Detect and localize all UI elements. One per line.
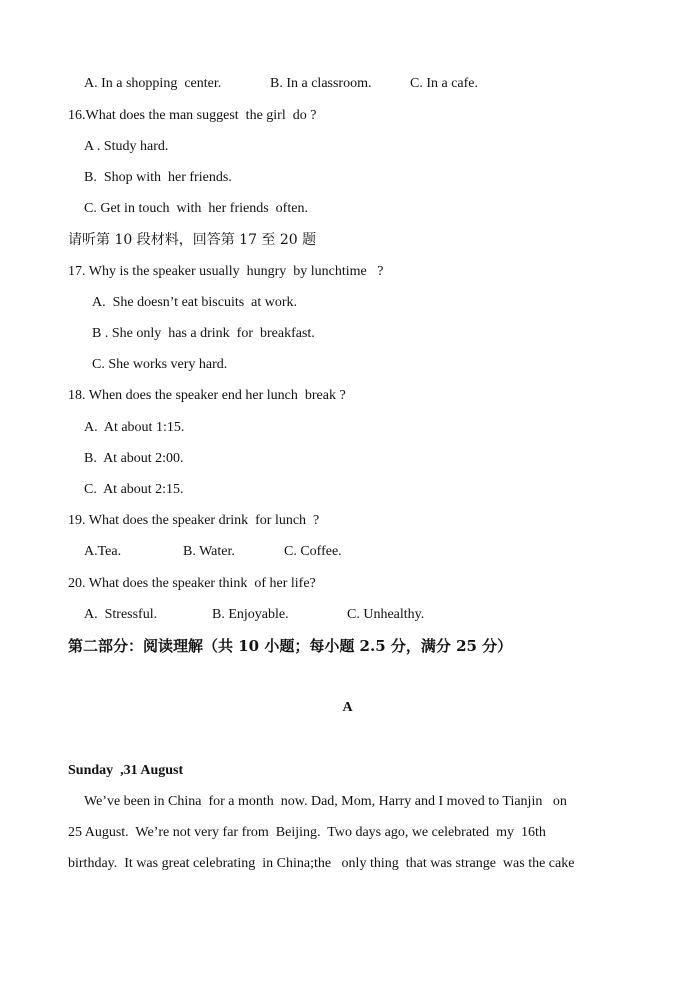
section-note: 请听第 10 段材料，回答第 17 至 20 题 <box>68 232 317 248</box>
passage-body-line-2: 25 August. We’re not very far from Beijing. Two days ago, we celebrated my 16th <box>68 825 546 840</box>
q18-option-a: A. At about 1:15. <box>84 420 185 435</box>
q20-option-b: B. Enjoyable. <box>212 607 289 622</box>
passage-body-line-1: We’ve been in China for a month now. Dad, Mom, Harry and I moved to Tianjin on <box>84 794 567 809</box>
q15-option-c: C. In a cafe. <box>410 76 479 91</box>
q16-option-b: B. Shop with her friends. <box>84 170 232 185</box>
q18-option-c: C. At about 2:15. <box>84 482 184 497</box>
q19-options <box>84 543 684 561</box>
q20-question: 20. What does the speaker think of her life? <box>68 576 316 591</box>
q20-options <box>84 606 684 624</box>
q19-question: 19. What does the speaker drink for lunch ? <box>68 513 320 528</box>
q16-question: 16.What does the man suggest the girl do ? <box>68 108 317 123</box>
passage-label: A <box>342 700 353 715</box>
q15-option-a: A. In a shopping center. <box>84 76 222 91</box>
q16-option-c: C. Get in touch with her friends often. <box>84 201 308 216</box>
passage-date-heading: Sunday ,31 August <box>68 763 184 778</box>
q19-option-c: C. Coffee. <box>284 544 342 559</box>
q17-option-a: A. She doesn’t eat biscuits at work. <box>92 295 298 310</box>
q15-option-b: B. In a classroom. <box>270 76 372 91</box>
q17-question: 17. Why is the speaker usually hungry by lunchtime ? <box>68 264 384 279</box>
q20-option-a: A. Stressful. <box>84 607 158 622</box>
q15-options <box>84 75 684 93</box>
q20-option-c: C. Unhealthy. <box>347 607 425 622</box>
q19-option-a: A.Tea. <box>84 544 122 559</box>
q18-question: 18. When does the speaker end her lunch break ? <box>68 388 346 403</box>
q17-option-c: C. She works very hard. <box>92 357 228 372</box>
part-two-title: 第二部分：阅读理解（共 10 小题；每小题 2.5 分，满分 25 分） <box>68 637 513 655</box>
q16-option-a: A . Study hard. <box>84 139 169 154</box>
q18-option-b: B. At about 2:00. <box>84 451 184 466</box>
q19-option-b: B. Water. <box>183 544 235 559</box>
q17-option-b: B . She only has a drink for breakfast. <box>92 326 315 341</box>
passage-body-line-3: birthday. It was great celebrating in China;the only thing that was strange was the cake <box>68 856 575 871</box>
